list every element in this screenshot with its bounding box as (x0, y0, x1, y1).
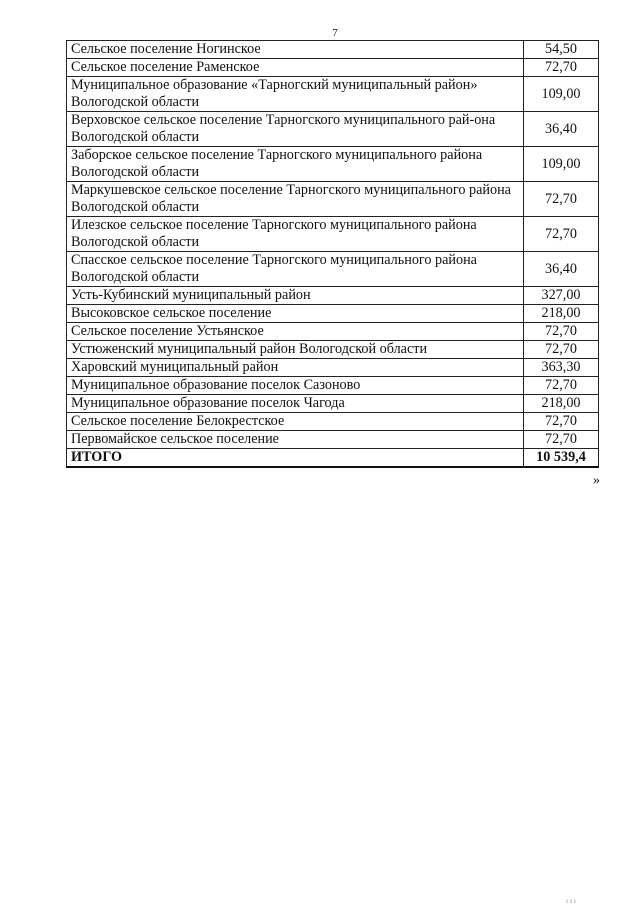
table-row (67, 395, 599, 413)
row-value: 218,00 (524, 395, 599, 413)
row-name: Первомайское сельское поселение (67, 431, 524, 449)
row-name: Муниципальное образование «Тарногский муниципальный район» Вологодской области (67, 77, 524, 112)
table-row (67, 305, 599, 323)
row-value: 327,00 (524, 287, 599, 305)
table-row (67, 112, 599, 147)
allocation-table (66, 40, 599, 468)
row-name: Сельское поселение Устьянское (67, 323, 524, 341)
row-name: Илезское сельское поселение Тарногского муниципального района Вологодской области (67, 217, 524, 252)
total-value: 10 539,4 (524, 449, 599, 468)
row-value: 72,70 (524, 377, 599, 395)
row-value: 54,50 (524, 41, 599, 59)
row-value: 218,00 (524, 305, 599, 323)
row-name: Усть-Кубинский муниципальный район (67, 287, 524, 305)
row-value: 72,70 (524, 431, 599, 449)
table-row (67, 77, 599, 112)
row-name: Устюженский муниципальный район Вологодской области (67, 341, 524, 359)
row-name: Заборское сельское поселение Тарногского муниципального района Вологодской области (67, 147, 524, 182)
table-row (67, 377, 599, 395)
row-value: 72,70 (524, 182, 599, 217)
row-value: 36,40 (524, 112, 599, 147)
row-name: Муниципальное образование поселок Сазоново (67, 377, 524, 395)
table-row (67, 182, 599, 217)
table-row (67, 41, 599, 59)
row-value: 72,70 (524, 413, 599, 431)
table-row (67, 341, 599, 359)
footer-mark: ııı (566, 897, 578, 905)
row-value: 72,70 (524, 323, 599, 341)
table-row (67, 287, 599, 305)
total-label: ИТОГО (67, 449, 524, 468)
row-name: Маркушевское сельское поселение Тарногского муниципального района Вологодской области (67, 182, 524, 217)
page-number: 7 (332, 27, 338, 39)
table-row (67, 359, 599, 377)
row-value: 72,70 (524, 341, 599, 359)
row-value: 109,00 (524, 77, 599, 112)
total-row (67, 449, 599, 468)
row-value: 36,40 (524, 252, 599, 287)
table-row (67, 59, 599, 77)
row-name: Сельское поселение Белокрестское (67, 413, 524, 431)
row-name: Верховское сельское поселение Тарногского муниципального рай-она Вологодской области (67, 112, 524, 147)
row-value: 109,00 (524, 147, 599, 182)
closing-quote: » (593, 473, 600, 488)
row-value: 72,70 (524, 59, 599, 77)
row-name: Харовский муниципальный район (67, 359, 524, 377)
row-name: Сельское поселение Ногинское (67, 41, 524, 59)
table-row (67, 323, 599, 341)
table-row (67, 217, 599, 252)
row-name: Сельское поселение Раменское (67, 59, 524, 77)
row-name: Высоковское сельское поселение (67, 305, 524, 323)
table-row (67, 431, 599, 449)
row-value: 363,30 (524, 359, 599, 377)
row-name: Муниципальное образование поселок Чагода (67, 395, 524, 413)
table-row (67, 413, 599, 431)
row-value: 72,70 (524, 217, 599, 252)
table-row (67, 147, 599, 182)
row-name: Спасское сельское поселение Тарногского муниципального района Вологодской области (67, 252, 524, 287)
table-row (67, 252, 599, 287)
